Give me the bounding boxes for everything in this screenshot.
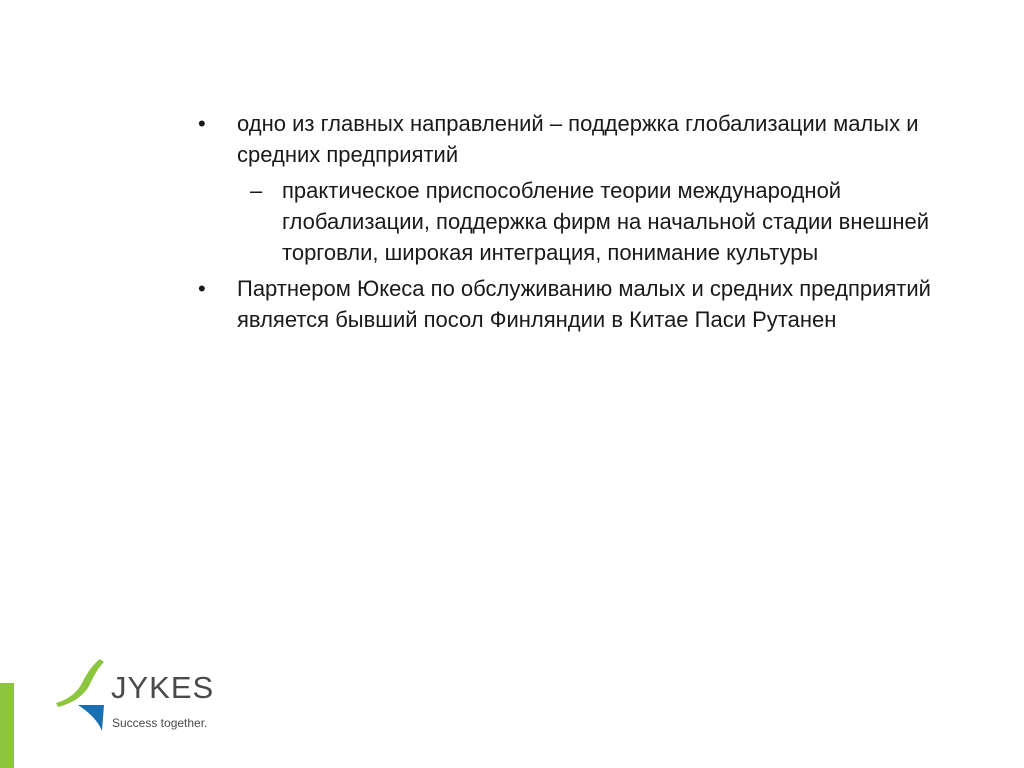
- bullet-text: одно из главных направлений – поддержка глобализации малых и средних предприятий: [237, 111, 919, 167]
- sub-bullet-item: [196, 175, 956, 268]
- bullet-item: [196, 108, 956, 170]
- logo-tagline: Success together.: [112, 716, 208, 730]
- jykes-logo: [52, 655, 222, 735]
- green-accent-bar: [0, 683, 14, 768]
- bullet-marker: •: [198, 276, 206, 301]
- sub-bullet-text: практическое приспособление теории международной глобализации, поддержка фирм на начальной стадии внешней торговли, широкая интеграция, понимание культуры: [282, 178, 930, 265]
- sub-bullet-marker: –: [250, 178, 263, 203]
- bullet-item: [196, 273, 956, 335]
- bullet-list: [196, 108, 956, 340]
- bullet-text: Партнером Юкеса по обслуживанию малых и средних предприятий является бывший посол Финляндии в Китае Паси Рутанен: [237, 276, 931, 332]
- logo-wordmark: JYKES: [111, 670, 215, 705]
- jykes-swirl-icon: [52, 655, 112, 735]
- bullet-marker: •: [198, 111, 206, 136]
